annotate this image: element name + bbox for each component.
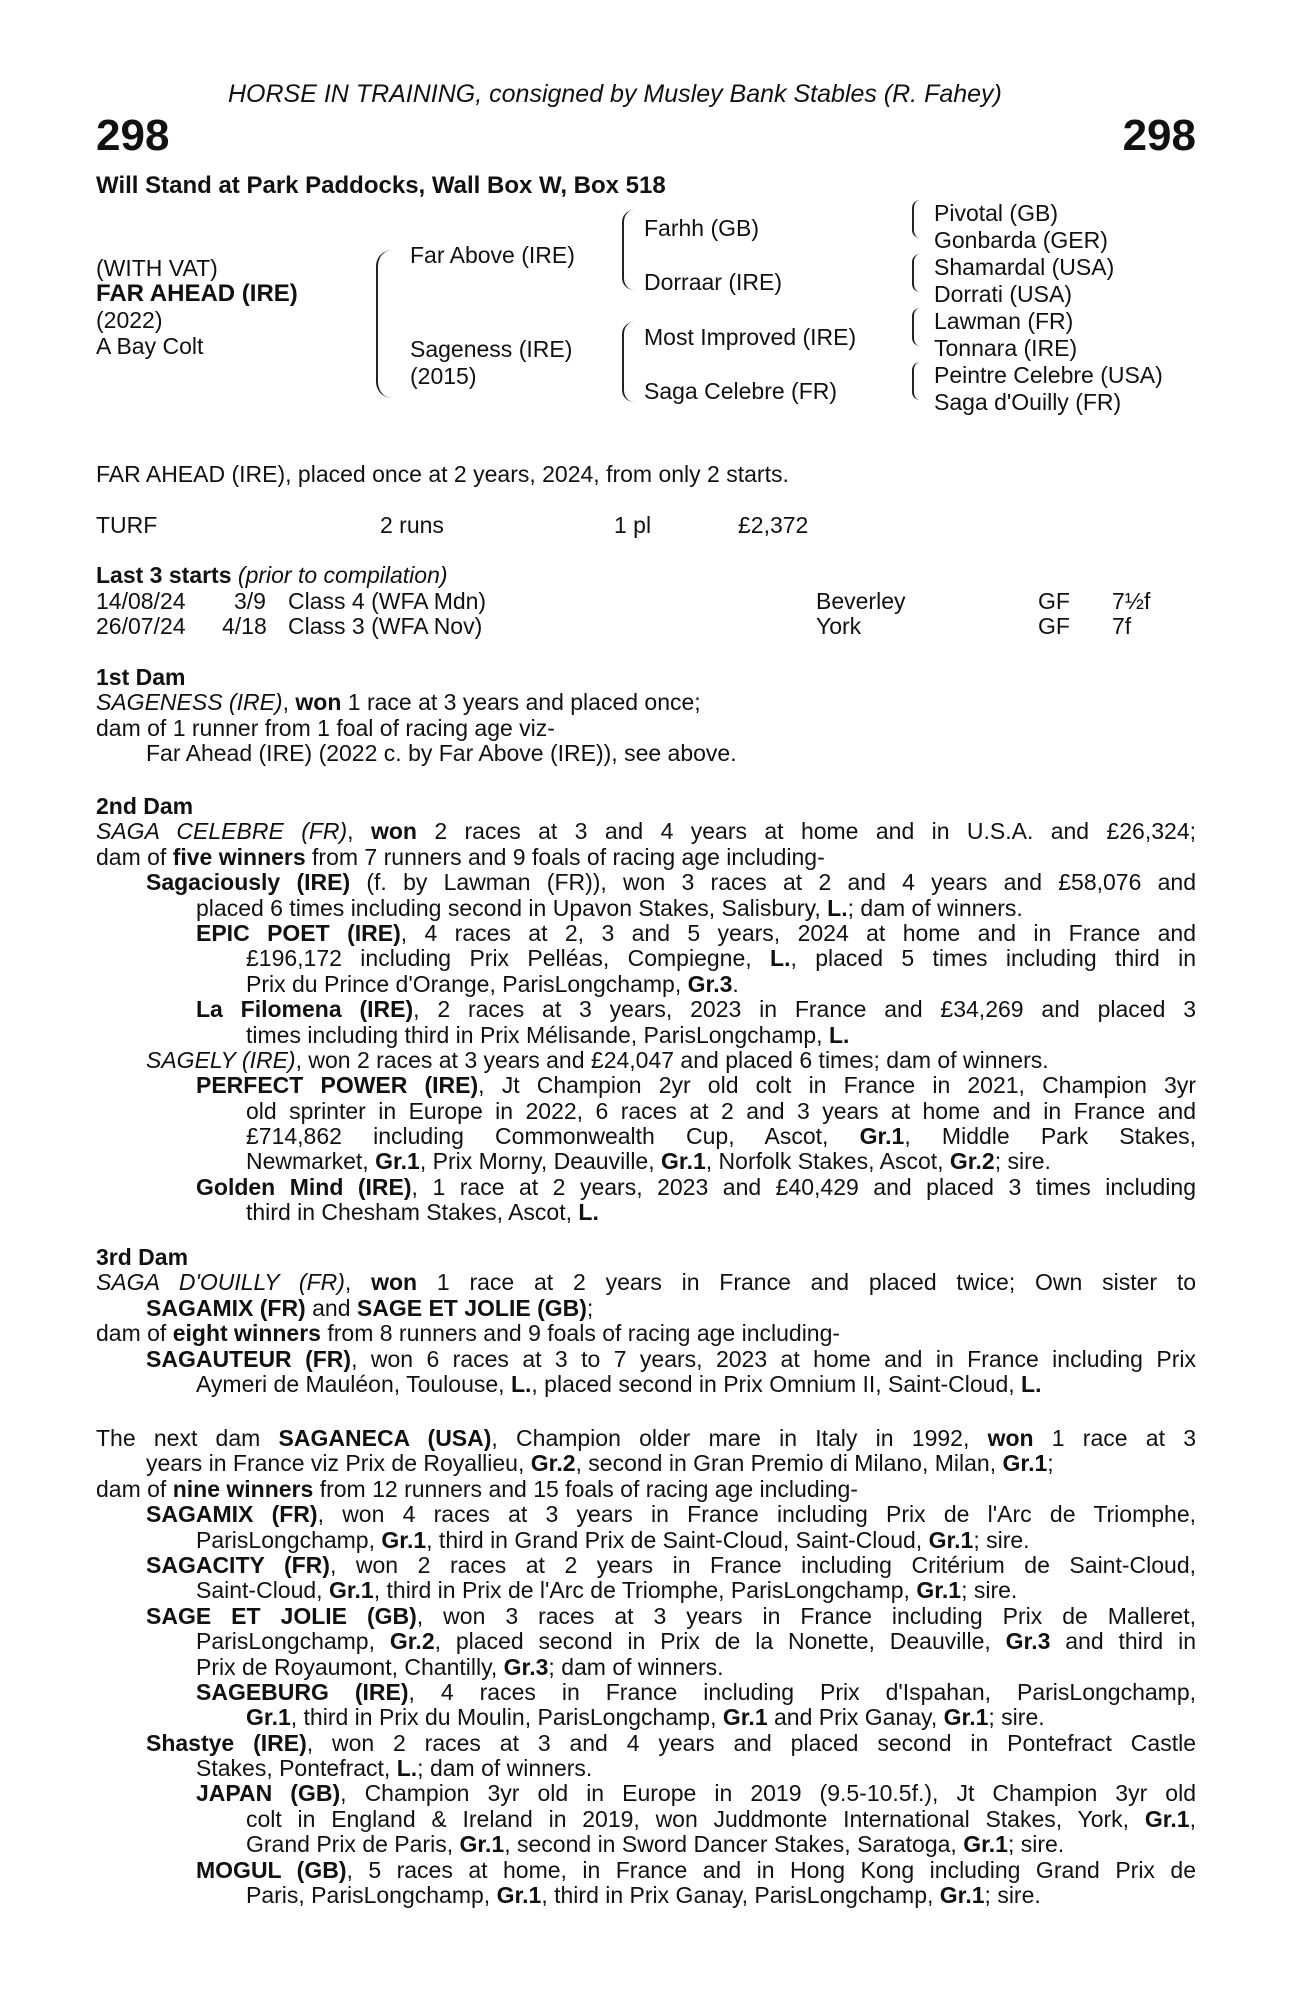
record-places: 1 pl [614,512,652,538]
next-dam-line [96,1883,1196,1908]
text: and Prix Ganay, [767,1704,944,1731]
text: , [1189,1805,1196,1832]
race-grade: L. [1021,1370,1042,1397]
pedigree-gen3-2: Gonbarda (GER) [934,227,1108,253]
second-dam-line [96,1200,1196,1225]
third-dam-line [96,1347,1196,1372]
winners-count: five winners [172,843,306,870]
start-distance: 7f [1112,613,1132,639]
race-grade: Gr.1 [1002,1450,1048,1477]
third-dam-line [96,1372,1196,1397]
lot-number-right: 298 [1122,111,1196,160]
pedigree-gen2-1: Farhh (GB) [644,215,760,241]
won-label: won [987,1425,1034,1451]
start-distance: 7½f [1112,588,1151,614]
text: Aymeri de Mauléon, Toulouse, [196,1370,511,1397]
progeny-name: SAGEBURG (IRE) [196,1678,409,1705]
text: , won 2 races at 3 years and £24,047 and placed 6 times; dam of winners. [295,1046,1049,1073]
race-grade: L. [827,894,848,921]
sibling-name: SAGAMIX (FR) [146,1294,306,1321]
pedigree-bracket-g3 [912,308,928,346]
start-date: 26/07/24 [96,613,186,639]
second-dam-line [96,972,1196,997]
text: and [305,1294,357,1321]
race-grade: Gr.1 [661,1148,706,1175]
text: £714,862 including Commonwealth Cup, Ascot, [246,1123,860,1150]
horse-year: (2022) [96,307,163,333]
text: dam of [96,843,173,870]
second-dam-line [96,1124,1196,1149]
progeny-name: Shastye (IRE) [146,1729,307,1756]
text: from 12 runners and 15 foals of racing age including- [313,1475,858,1502]
second-dam-line [96,1023,1196,1048]
race-grade: Gr.3 [1005,1628,1051,1655]
text: dam of [96,1320,173,1347]
text: from 8 runners and 9 foals of racing age including- [320,1320,841,1347]
next-dam-line [96,1451,1196,1476]
third-dam-heading: 3rd Dam [96,1244,189,1270]
horse-description: A Bay Colt [96,333,204,359]
catalogue-page [96,0,1196,2000]
dam-name: SAGA D'OUILLY (FR) [96,1269,345,1296]
start-race: Class 4 (WFA Mdn) [288,588,487,614]
horse-name: FAR AHEAD (IRE) [96,280,298,307]
won-label: won [371,1269,418,1296]
progeny-name: JAPAN (GB) [196,1780,341,1807]
text: 2 races at 3 and 4 years at home and in U.S.A. and £26,324; [416,818,1197,845]
race-grade: Gr.1 [943,1704,989,1731]
race-grade: Gr.2 [530,1450,576,1477]
start-position: 3/9 [234,588,266,614]
text: , second in Gran Premio di Milano, Milan, [575,1450,1003,1477]
text: ParisLongchamp, [196,1628,390,1655]
text: years in France viz Prix de Royallieu, [146,1450,531,1477]
text: , won 3 races at 3 years in France including Prix de Malleret, [416,1602,1197,1629]
pedigree-gen3-7: Peintre Celebre (USA) [934,362,1163,388]
first-dam-line: Far Ahead (IRE) (2022 c. by Far Above (IRE)), see above. [146,740,737,767]
text: , third in Grand Prix de Saint-Cloud, Saint-Cloud, [426,1526,929,1553]
race-grade: Gr.1 [1144,1805,1190,1832]
winners-count: eight winners [172,1320,321,1347]
record-surface: TURF [96,512,158,538]
progeny-name: SAGE ET JOLIE (GB) [146,1602,417,1629]
race-grade: Gr.1 [939,1882,985,1909]
pedigree-gen3-4: Dorrati (USA) [934,281,1073,307]
text: from 7 runners and 9 foals of racing age including- [305,843,825,870]
third-dam-section [96,1245,1196,1397]
text: ; sire. [984,1882,1041,1909]
next-dam-line [96,1731,1196,1756]
vat-note: (WITH VAT) [96,255,218,281]
text: , Norfolk Stakes, Ascot, [705,1148,950,1175]
record-earnings: £2,372 [738,512,809,538]
text: , Middle Park Stakes, [904,1123,1197,1150]
next-dam-line [96,1578,1196,1603]
next-dam-line [96,1781,1196,1806]
second-dam-line [96,870,1196,895]
progeny-name: La Filomena (IRE) [196,996,414,1023]
text: , won 2 races at 3 and 4 years and placed second in Pontefract Castle [306,1729,1196,1756]
next-dam-line [96,1756,1196,1781]
start-going: GF [1038,613,1070,639]
progeny-name: MOGUL (GB) [196,1856,347,1883]
race-grade: Gr.1 [859,1123,905,1150]
next-dam-line [96,1553,1196,1578]
pedigree-gen3-8: Saga d'Ouilly (FR) [934,389,1122,415]
pedigree-bracket-g2 [912,254,928,292]
text: , 1 race at 2 years, 2023 and £40,429 and placed 3 times including [411,1173,1196,1200]
next-dam-line [96,1528,1196,1553]
text: placed 6 times including second in Upavon Stakes, Salisbury, [196,894,828,921]
pedigree-gen2-3: Most Improved (IRE) [644,324,857,350]
text: , won 4 races at 3 years in France including Prix de l'Arc de Triomphe, [317,1501,1196,1528]
race-grade: Gr.1 [928,1526,974,1553]
text: Stakes, Pontefract, [196,1755,397,1782]
text: Paris, ParisLongchamp, [246,1882,497,1909]
race-grade: L. [510,1370,532,1397]
pedigree-bracket-g4 [912,362,928,400]
next-dam-line [96,1426,1196,1451]
text: Newmarket, [246,1148,376,1175]
first-dam-line [96,690,1196,715]
race-grade: L. [828,1021,850,1048]
won-label: won [295,689,342,716]
text: 1 race at 3 [1033,1425,1196,1451]
text: Prix de Royaumont, Chantilly, [196,1653,504,1680]
pedigree-gen2-4: Saga Celebre (FR) [644,378,838,404]
last-starts-heading [96,563,448,588]
second-dam-line [96,1048,1196,1073]
dam-name: SAGENESS (IRE) [96,689,283,716]
progeny-name: Sagaciously (IRE) [146,869,351,896]
pedigree-bracket-sire [622,210,638,290]
text: , second in Sword Dancer Stakes, Saratoga, [504,1831,964,1858]
text: , Champion older mare in Italy in 1992, [491,1425,988,1451]
first-dam-section [96,665,1196,767]
next-dam-line [96,1705,1196,1730]
race-grade: Gr.1 [459,1831,505,1858]
pedigree-dam-year: (2015) [410,363,477,389]
second-dam-line [96,1073,1196,1098]
text: ; sire. [973,1526,1030,1553]
race-grade: Gr.2 [949,1148,995,1175]
race-grade: Gr.1 [328,1577,374,1604]
text: , won 6 races at 3 to 7 years, 2023 at home and in France including Prix [351,1345,1196,1372]
won-label: won [370,818,417,845]
race-grade: Gr.1 [963,1831,1008,1858]
last-starts-title: Last 3 starts [96,562,232,588]
start-course: Beverley [816,588,906,614]
text: ParisLongchamp, [196,1526,382,1553]
second-dam-line [96,896,1196,921]
progeny-name: SAGACITY (FR) [146,1551,330,1578]
progeny-name: Golden Mind (IRE) [196,1173,412,1200]
text: dam of [96,1475,173,1502]
race-grade: Gr.1 [375,1148,420,1175]
start-race: Class 3 (WFA Nov) [288,613,483,639]
text: , third in Prix de l'Arc de Triomphe, ParisLongchamp, [373,1577,917,1604]
race-grade: L. [396,1755,418,1782]
next-dam-line [96,1680,1196,1705]
race-grade: Gr.1 [496,1882,542,1909]
text: ; sire. [988,1704,1045,1731]
second-dam-heading: 2nd Dam [96,793,194,819]
third-dam-line [96,1270,1196,1295]
text: , third in Prix Ganay, ParisLongchamp, [541,1882,940,1909]
text: Saint-Cloud, [196,1577,329,1604]
race-summary: FAR AHEAD (IRE), placed once at 2 years, 2024, from only 2 starts. [96,461,789,487]
last-starts-note: (prior to compilation) [237,562,448,588]
text: colt in England & Ireland in 2019, won Juddmonte International Stakes, York, [246,1805,1145,1832]
text: third in Chesham Stakes, Ascot, [246,1199,579,1226]
start-course: York [816,613,862,639]
next-dam-line [96,1502,1196,1527]
second-dam-line [96,921,1196,946]
text: , 2 races at 3 years, 2023 in France and £34,269 and placed 3 [413,996,1196,1023]
pedigree-sire: Far Above (IRE) [410,242,575,268]
race-grade: L. [578,1199,599,1226]
text: £196,172 including Prix Pelléas, Compiegne, [246,945,771,972]
pedigree-gen3-1: Pivotal (GB) [934,200,1058,226]
next-dam-line [96,1629,1196,1654]
text: , 5 races at home, in France and in Hong Kong including Grand Prix de [346,1856,1196,1883]
winners-count: nine winners [172,1475,314,1502]
text: and third in [1050,1628,1196,1655]
text: , Prix Morny, Deauville, [419,1148,661,1175]
text: , [347,818,371,845]
race-grade: Gr.2 [389,1628,435,1655]
race-grade: Gr.3 [503,1653,549,1680]
dam-name: SAGA CELEBRE (FR) [96,818,348,845]
text: , [282,689,296,716]
text: ; [1047,1450,1054,1477]
race-grade: L. [770,945,791,972]
text: , placed second in Prix Omnium II, Saint-Cloud, [531,1370,1022,1397]
text: ; sire. [1007,1831,1065,1858]
race-grade: Gr.3 [687,970,733,997]
race-grade: Gr.1 [722,1704,768,1731]
text: Grand Prix de Paris, [246,1831,460,1858]
text: 1 race at 3 years and placed once; [341,689,701,716]
next-dam-line [96,1858,1196,1883]
next-dam-line [96,1832,1196,1857]
dam-name: SAGANECA (USA) [278,1425,492,1451]
second-dam-line [96,819,1196,844]
text: , [344,1269,372,1296]
text: , placed second in Prix de la Nonette, Deauville, [434,1628,1006,1655]
consignor-header: HORSE IN TRAINING, consigned by Musley Bank Stables (R. Fahey) [228,80,1002,108]
third-dam-line [96,1296,1196,1321]
first-dam-line: dam of 1 runner from 1 foal of racing age viz- [96,714,555,741]
text: ; dam of winners. [548,1653,724,1680]
start-position: 4/18 [222,613,267,639]
race-grade: Gr.1 [916,1577,962,1604]
progeny-name: EPIC POET (IRE) [196,919,401,946]
progeny-name: SAGAMIX (FR) [146,1501,318,1528]
pedigree-bracket-main [376,250,392,398]
progeny-name: PERFECT POWER (IRE) [196,1072,479,1099]
text: , placed 5 times including third in [790,945,1197,972]
next-dam-line [96,1477,1196,1502]
text: times including third in Prix Mélisande, ParisLongchamp, [246,1021,829,1048]
pedigree-gen3-6: Tonnara (IRE) [934,335,1078,361]
text: , Jt Champion 2yr old colt in France in 2021, Champion 3yr [478,1072,1196,1099]
progeny-name: SAGELY (IRE) [146,1046,296,1073]
pedigree-gen3-5: Lawman (FR) [934,308,1074,334]
sibling-name: SAGE ET JOLIE (GB) [356,1294,587,1321]
text: The next dam [96,1425,279,1451]
second-dam-line [96,1149,1196,1174]
text: 1 race at 2 years in France and placed twice; Own sister to [417,1269,1197,1296]
second-dam-section [96,794,1196,1226]
text: ; sire. [994,1148,1051,1175]
start-going: GF [1038,588,1070,614]
second-dam-line [96,1175,1196,1200]
start-date: 14/08/24 [96,588,186,614]
text: , third in Prix du Moulin, ParisLongchamp, [290,1704,723,1731]
next-dam-line [96,1807,1196,1832]
first-dam-heading: 1st Dam [96,664,186,690]
text: ; dam of winners. [417,1755,593,1782]
text: , 4 races in France including Prix d'Ispahan, ParisLongchamp, [408,1678,1196,1705]
text: (f. by Lawman (FR)), won 3 races at 2 and 4 years and £58,076 and [350,869,1196,896]
pedigree-gen3-3: Shamardal (USA) [934,254,1115,280]
lot-number-left: 298 [96,111,170,160]
pedigree-gen2-2: Dorraar (IRE) [644,269,783,295]
progeny-name: SAGAUTEUR (FR) [146,1345,352,1372]
pedigree-dam: Sageness (IRE) [410,336,573,362]
second-dam-line: old sprinter in Europe in 2022, 6 races at 2 and 3 years at home and in France and [246,1097,1196,1124]
race-grade: Gr.1 [246,1704,291,1731]
second-dam-line [96,997,1196,1022]
next-dam-line [96,1655,1196,1680]
pedigree-bracket-g1 [912,200,928,238]
race-grade: Gr.1 [381,1526,427,1553]
next-dam-line [96,1604,1196,1629]
text: , won 2 races at 2 years in France including Critérium de Saint-Cloud, [329,1551,1197,1578]
text: . [732,970,739,997]
stable-location: Will Stand at Park Paddocks, Wall Box W, Box 518 [96,172,666,199]
next-dam-section [96,1426,1196,1908]
pedigree-bracket-dam [622,322,638,402]
third-dam-line [96,1321,1196,1346]
text: ; dam of winners. [847,894,1023,921]
text: ; sire. [961,1577,1018,1604]
text: Prix du Prince d'Orange, ParisLongchamp, [246,970,688,997]
second-dam-line [96,845,1196,870]
text: , Champion 3yr old in Europe in 2019 (9.5-10.5f.), Jt Champion 3yr old [340,1780,1196,1807]
text: , 4 races at 2, 3 and 5 years, 2024 at home and in France and [400,919,1196,946]
text: ; [586,1294,594,1321]
record-runs: 2 runs [380,512,444,538]
second-dam-line [96,946,1196,971]
